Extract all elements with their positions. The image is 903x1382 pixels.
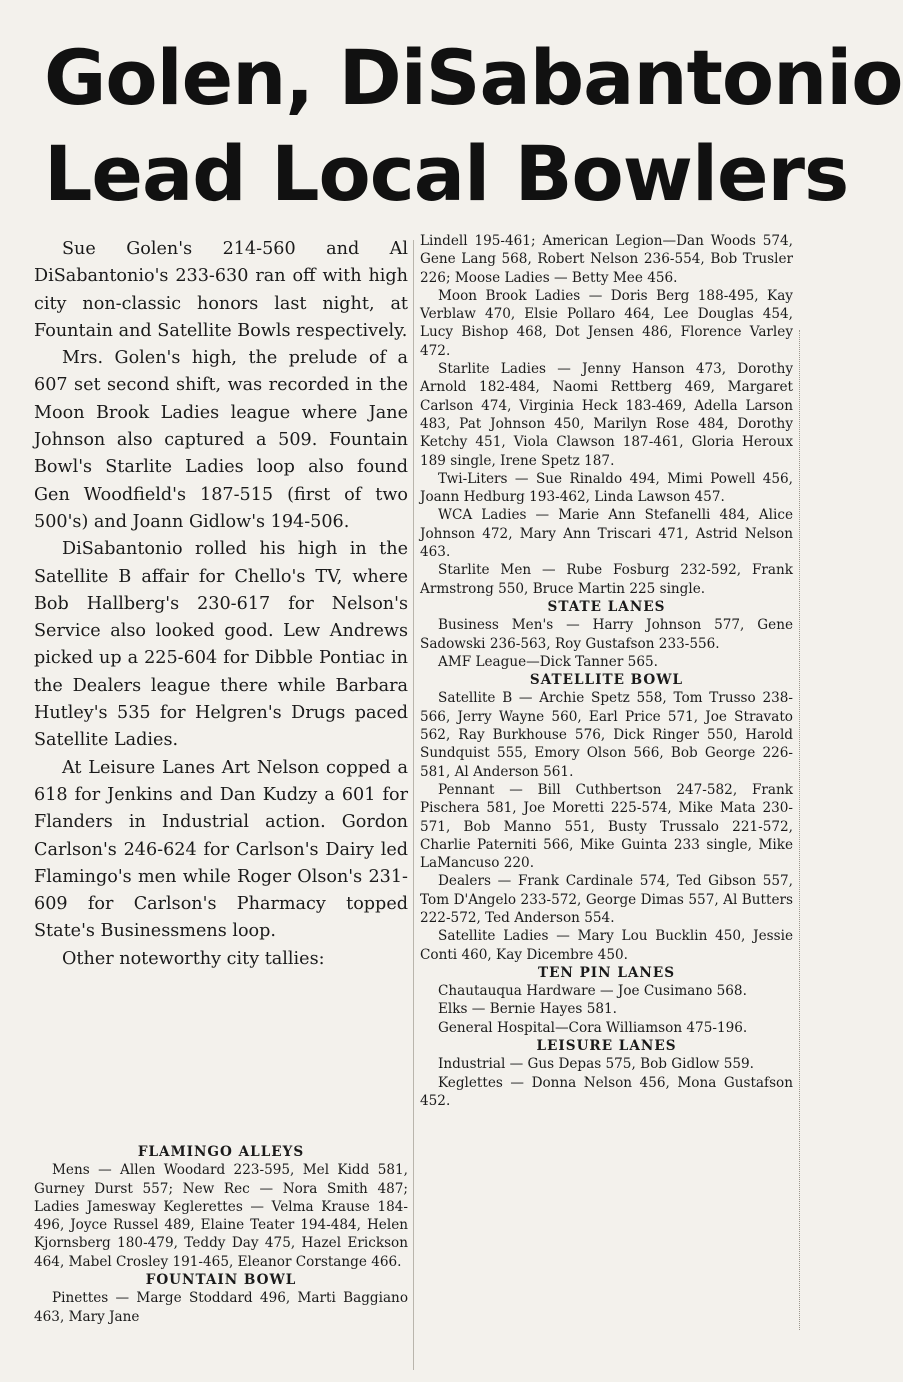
flamingo-results: Mens — Allen Woodard 223-595, Mel Kidd 581, Gurney Durst 557; New Rec — Nora Smith 487; Ladies Jamesway Keglerettes — Velma Krause 184-496, Joyce Russel 489, Elaine Teater 194-484, Helen Kjornsberg 180-479, Teddy Day 475, Hazel Erickson 464, Mabel Crosley 191-465, Eleanor Corstange 466.: [34, 1162, 408, 1270]
flamingo-heading: FLAMINGO ALLEYS: [137, 1144, 305, 1160]
fountain-heading: FOUNTAIN BOWL: [145, 1272, 297, 1289]
story-paragraph-5: Other noteworthy city tallies:: [62, 948, 325, 969]
story-paragraph-1: Sue Golen's 214-560 and Al DiSabantonio's 233-630 ran off with high city non-classic honors last night, at Fountain and Satellite Bowls respectively.: [34, 239, 408, 341]
business-mens-results: Business Men's — Harry Johnson 577, Gene Sadowski 236-563, Roy Gustafson 233-556.: [420, 617, 793, 652]
story-column: [34, 236, 408, 973]
pennant-results: Pennant — Bill Cuthbertson 247-582, Frank Pischera 581, Joe Moretti 225-574, Mike Mata 230-571, Bob Manno 551, Busty Trussalo 221-572, Charlie Paterniti 566, Mike Guinta 233 single, Mike LaMancuso 220.: [420, 781, 793, 872]
satellite-b-results: Satellite B — Archie Spetz 558, Tom Trusso 238-566, Jerry Wayne 560, Earl Price 571, Joe Stravato 562, Ray Burkhouse 576, Dick Ringer 550, Harold Sundquist 555, Emory Olson 566, Bob George 226-581, Al Anderson 561.: [420, 690, 793, 780]
headline-line-2: Lead Local Bowlers: [44, 129, 849, 218]
amf-league-results: AMF League—Dick Tanner 565.: [438, 653, 658, 670]
story-paragraph-2: Mrs. Golen's high, the prelude of a 607 set second shift, was recorded in the Moon Brook Ladies league where Jane Johnson also captured a 509. Fountain Bowl's Starlite Ladies loop also found Gen Woodfield's 187-515 (first of two 500's) and Joann Gidlow's 194-506.: [34, 348, 408, 532]
clipping-edge: [799, 330, 806, 1330]
twi-liters-results: Twi-Liters — Sue Rinaldo 494, Mimi Powell 456, Joann Hedburg 193-462, Linda Lawson 457.: [420, 470, 793, 506]
satellite-bowl-heading: SATELLITE BOWL: [529, 672, 684, 689]
satellite-ladies-results: Satellite Ladies — Mary Lou Bucklin 450, Jessie Conti 460, Kay Dicembre 450.: [420, 928, 793, 963]
elks-results: Elks — Bernie Hayes 581.: [438, 1001, 617, 1018]
ten-pin-lanes-heading: TEN PIN LANES: [537, 964, 676, 981]
chautauqua-hardware-results: Chautauqua Hardware — Joe Cusimano 568.: [438, 983, 747, 1000]
keglettes-results: Keglettes — Donna Nelson 456, Mona Gustafson 452.: [420, 1074, 793, 1109]
starlite-men-results: Starlite Men — Rube Fosburg 232-592, Frank Armstrong 550, Bruce Martin 225 single.: [420, 562, 793, 597]
fountain-results: Pinettes — Marge Stoddard 496, Marti Baggiano 463, Mary Jane: [34, 1290, 408, 1325]
results-column: [420, 232, 793, 1110]
moon-brook-results: Moon Brook Ladies — Doris Berg 188-495, Kay Verblaw 470, Elsie Pollaro 464, Lee Douglas 454, Lucy Bishop 468, Dot Jensen 486, Florence Varley 472.: [420, 287, 793, 359]
story-paragraph-3: DiSabantonio rolled his high in the Satellite B affair for Chello's TV, where Bob Hallberg's 230-617 for Nelson's Service also looked good. Lew Andrews picked up a 225-604 for Dibble Pontiac in the Dealers league there while Barbara Hutley's 535 for Helgren's Drugs paced Satellite Ladies.: [34, 539, 408, 751]
dealers-results: Dealers — Frank Cardinale 574, Ted Gibson 557, Tom D'Angelo 233-572, George Dimas 557, Al Butters 222-572, Ted Anderson 554.: [420, 873, 793, 926]
state-lanes-heading: STATE LANES: [547, 598, 666, 615]
leisure-lanes-heading: LEISURE LANES: [536, 1038, 677, 1055]
industrial-results: Industrial — Gus Depas 575, Bob Gidlow 559.: [438, 1056, 754, 1073]
wca-ladies-results: WCA Ladies — Marie Ann Stefanelli 484, Alice Johnson 472, Mary Ann Triscari 471, Astrid Nelson 463.: [420, 507, 793, 561]
flamingo-fountain-results: [34, 1143, 408, 1326]
general-hospital-results: General Hospital—Cora Williamson 475-196.: [438, 1019, 748, 1036]
fountain-results-continued: Lindell 195-461; American Legion—Dan Woods 574, Gene Lang 568, Robert Nelson 236-554, Bob Trusler 226; Moose Ladies — Betty Mee 456.: [420, 233, 793, 286]
column-divider: [413, 240, 414, 1370]
story-paragraph-4: At Leisure Lanes Art Nelson copped a 618 for Jenkins and Dan Kudzy a 601 for Flanders in Industrial action. Gordon Carlson's 246-624 for Carlson's Dairy led Flamingo's men while Roger Olson's 231-609 for Carlson's Pharmacy topped State's Businessmens loop.: [34, 757, 408, 942]
starlite-ladies-results: Starlite Ladies — Jenny Hanson 473, Dorothy Arnold 182-484, Naomi Rettberg 469, Margaret Carlson 474, Virginia Heck 183-469, Adella Larson 483, Pat Johnson 450, Marilyn Rose 484, Dorothy Ketchy 451, Viola Clawson 187-461, Gloria Heroux 189 single, Irene Spetz 187.: [420, 361, 793, 469]
headline-line-1: Golen, DiSabantonio: [44, 33, 903, 122]
headline: [44, 30, 903, 222]
